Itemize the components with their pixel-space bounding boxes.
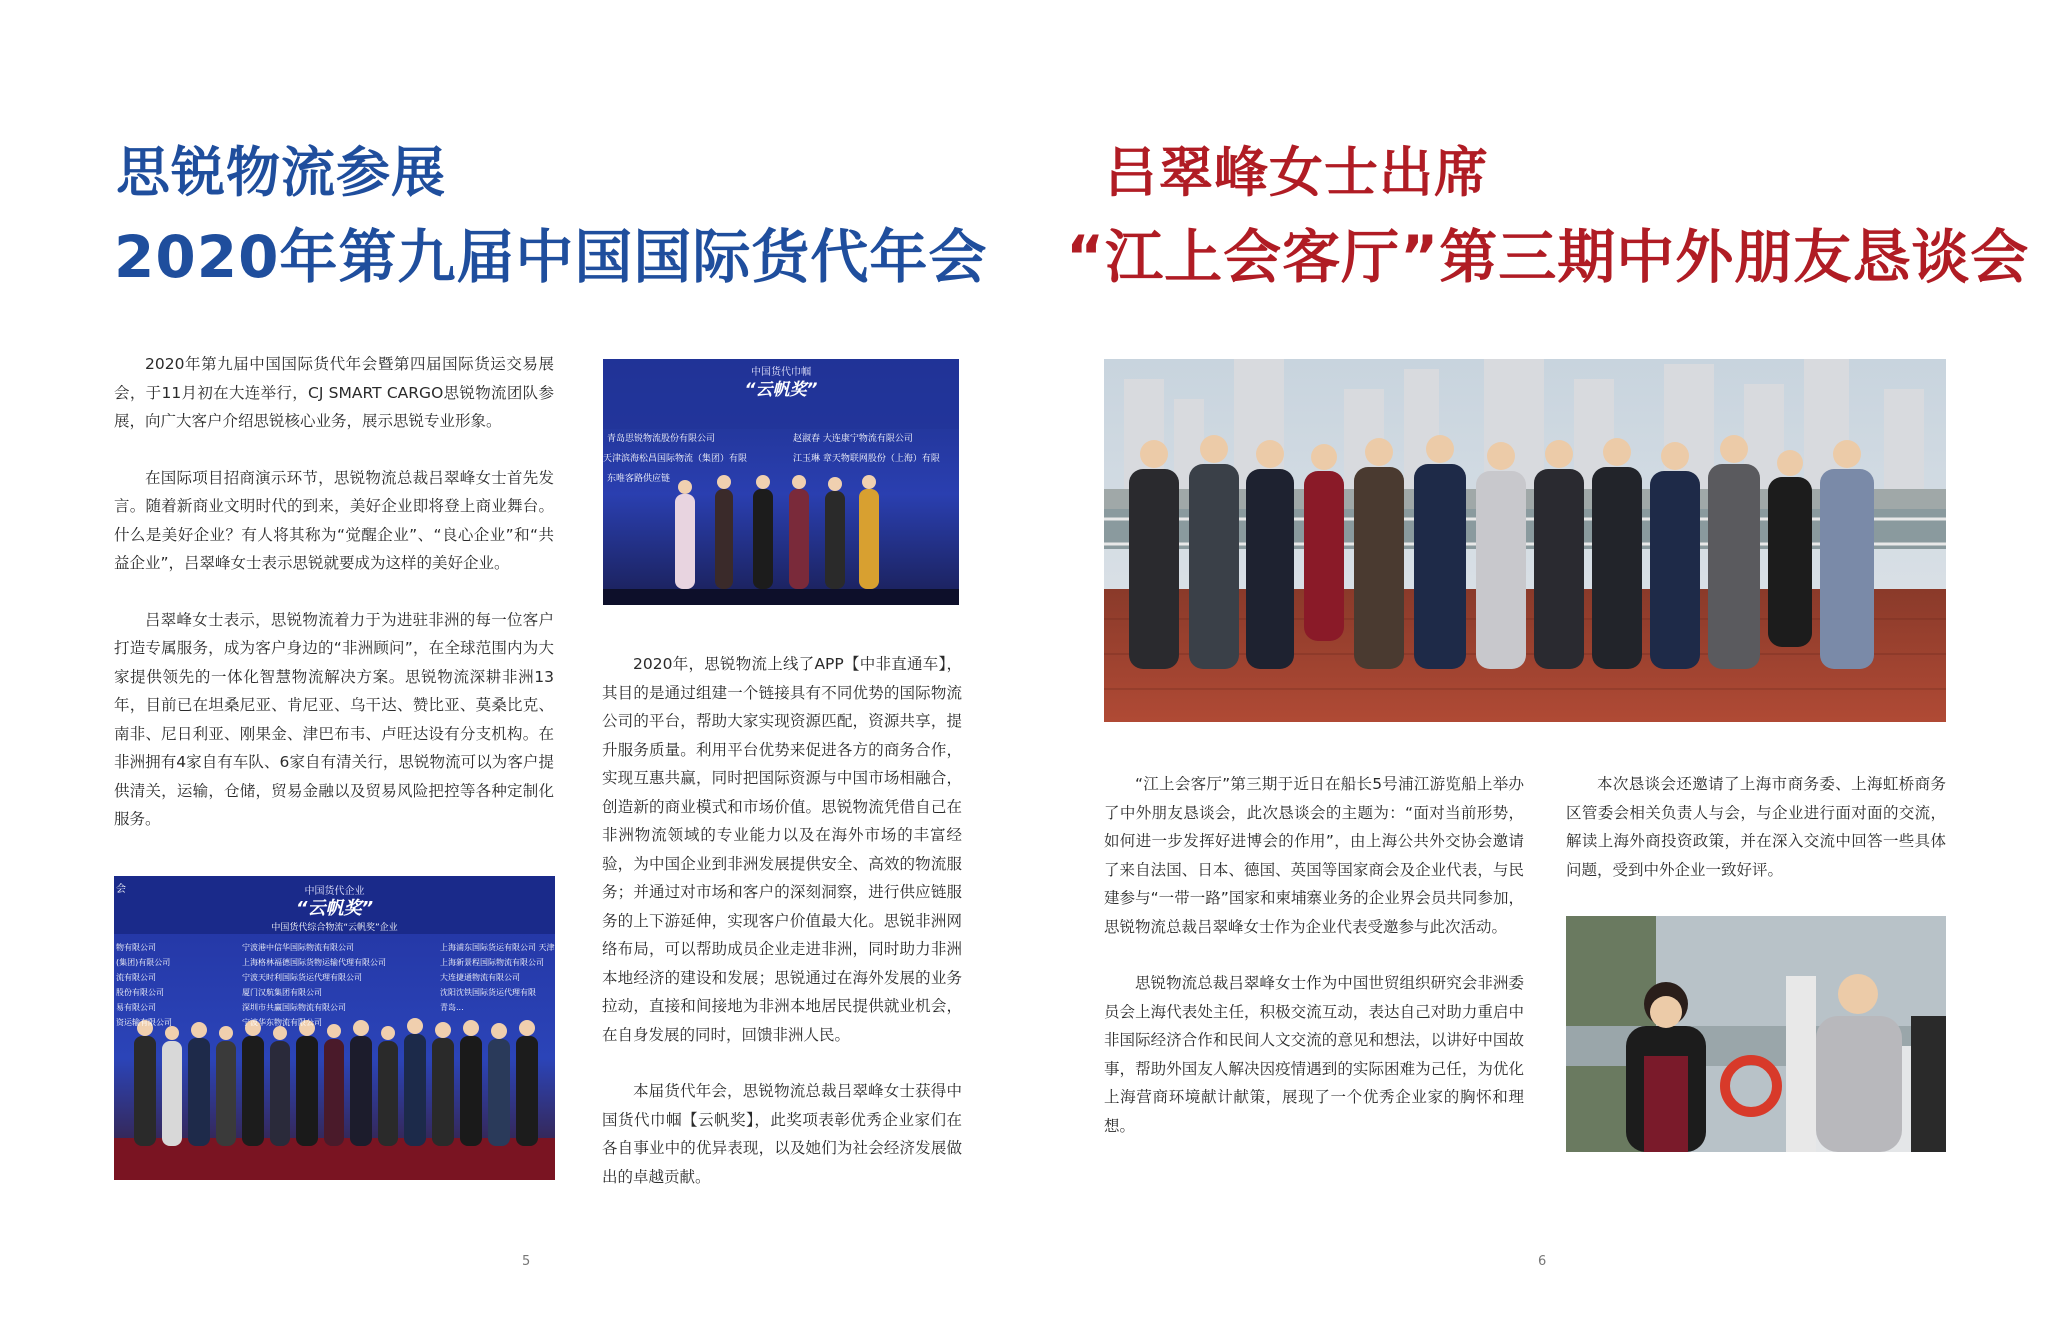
- right-title-line2: “江上会客厅”第三期中外朋友恳谈会: [1066, 223, 2030, 291]
- group-photo-boat: [1104, 359, 1946, 722]
- company-row: 青岛思锐物流股份有限公司: [607, 434, 716, 444]
- paragraph: 本次恳谈会还邀请了上海市商务委、上海虹桥商务区管委会相关负责人与会，与企业进行面对面的交流，解读上海外商投资政策，并在深入交流中回答一些具体问题，受到中外企业一致好评。: [1566, 775, 1946, 879]
- company-row: 宁波华东物流有限公司: [242, 1018, 322, 1027]
- conversation-photo: [1566, 916, 1946, 1152]
- company-list-left: [116, 940, 172, 1030]
- company-row: 江玉琳 章天物联网股份（上海）有限: [793, 454, 940, 464]
- company-row: 青岛...: [440, 1003, 464, 1012]
- company-row: 宁波天时利国际货运代理有限公司: [242, 973, 362, 982]
- paragraph: 思锐物流总裁吕翠峰女士作为中国世贸组织研究会非洲委员会上海代表处主任，积极交流互动，表达自己对助力重启中非国际经济合作和民间人文交流的意见和想法，以讲好中国故事，帮助外国友人解决因疫情遇到的实际困难为己任，为优化上海营商环境献计献策，展现了一个优秀企业家的胸怀和理想。: [1104, 974, 1524, 1135]
- company-row: 东唯客路供应链: [607, 474, 671, 484]
- left-column-2: [602, 650, 962, 1191]
- award-group-photo: [114, 876, 555, 1180]
- company-row: 宁波港中信华国际物流有限公司: [242, 943, 354, 952]
- paragraph: 2020年第九届中国国际货代年会暨第四届国际货运交易展会，于11月初在大连举行，CJ SMART CARGO思锐物流团队参展，向广大客户介绍思锐核心业务，展示思锐专业形象。: [114, 355, 554, 430]
- banner-small-text: 中国货代企业: [304, 886, 365, 897]
- banner-small-text: 中国货代巾帼: [751, 367, 811, 378]
- right-column-2: [1566, 770, 1946, 884]
- paragraph: 在国际项目招商演示环节，思锐物流总裁吕翠峰女士首先发言。随着新商业文明时代的到来，美好企业即将登上商业舞台。什么是美好企业？有人将其称为“觉醒企业”、“良心企业”和“共益企业”，吕翠峰女士表示思锐就要成为这样的美好企业。: [114, 468, 554, 572]
- page-number-left: 5: [522, 1254, 531, 1269]
- right-title-line1: 吕翠峰女士出席: [1104, 141, 1489, 204]
- banner-subtitle: 中国货代综合物流“云帆奖”企业: [271, 923, 398, 933]
- company-row: (集团)有限公司: [116, 958, 171, 967]
- company-row: 资运输有限公司: [116, 1018, 172, 1027]
- company-row: 上海格林福德国际货物运输代理有限公司: [242, 958, 386, 967]
- left-title-line2: 2020年第九届中国国际货代年会: [114, 223, 988, 291]
- company-row: 易有限公司: [116, 1003, 156, 1012]
- paragraph: “江上会客厅”第三期于近日在船长5号浦江游览船上举办了中外朋友恳谈会，此次恳谈会的主题为：“面对当前形势，如何进一步发挥好进博会的作用”，由上海公共外交协会邀请了来自法国、日本、德国、英国等国家商会及企业代表，与民建参与“一带一路”国家和柬埔寨业务的企业界会员共同参加，思锐物流总裁吕翠峰女士作为企业代表受邀参与此次活动。: [1104, 775, 1524, 936]
- left-column-1: [114, 350, 554, 834]
- page-number-right: 6: [1538, 1254, 1547, 1269]
- company-row: 流有限公司: [116, 973, 156, 982]
- company-row: 深圳市共赢国际物流有限公司: [242, 1003, 346, 1012]
- company-row: 物有限公司: [116, 943, 156, 952]
- company-row: 厦门汉航集团有限公司: [242, 988, 322, 997]
- company-row: 股份有限公司: [116, 988, 164, 997]
- company-row: 上海浦东国际货运有限公司 天津: [440, 943, 555, 952]
- company-row: 大连捷通物流有限公司: [440, 973, 520, 982]
- paragraph: 2020年，思锐物流上线了APP【中非直通车】，其目的是通过组建一个链接具有不同优势的国际物流公司的平台，帮助大家实现资源匹配，资源共享，提升服务质量。利用平台优势来促进各方的商务合作，实现互惠共赢，同时把国际资源与中国市场相融合，创造新的商业模式和市场价值。思锐物流凭借自己在非洲物流领域的专业能力以及在海外市场的丰富经验，为中国企业到非洲发展提供安全、高效的物流服务；并通过对市场和客户的深刻洞察，进行供应链服务的上下游延伸，实现客户价值最大化。思锐非洲网络布局，可以帮助成员企业走进非洲，同时助力非洲本地经济的建设和发展；思锐通过在海外发展的业务拉动，直接和间接地为非洲本地居民提供就业机会，在自身发展的同时，回馈非洲人民。: [602, 655, 962, 1044]
- company-list-middle: [242, 940, 386, 1030]
- company-list-right: [440, 940, 555, 1015]
- left-title-line1: 思锐物流参展: [116, 141, 446, 204]
- company-row: 赵淑春 大连康宁物流有限公司: [793, 434, 913, 444]
- company-row: 沈阳沈铁国际货运代理有限: [440, 988, 536, 997]
- banner-big-text: “云帆奖”: [295, 898, 374, 919]
- paragraph: 吕翠峰女士表示，思锐物流着力于为进驻非洲的每一位客户打造专属服务，成为客户身边的“非洲顾问”，在全球范围内为大家提供领先的一体化智慧物流解决方案。思锐物流深耕非洲13年，目前已在坦桑尼亚、肯尼亚、乌干达、赞比亚、莫桑比克、南非、尼日利亚、刚果金、津巴布韦、卢旺达设有分支机构。在非洲拥有4家自有车队、6家自有清关行，思锐物流可以为客户提供清关，运输，仓储，贸易金融以及贸易风险把控等各种定制化服务。: [114, 610, 554, 828]
- right-column-1: [1104, 770, 1524, 1140]
- paragraph: 本届货代年会，思锐物流总裁吕翠峰女士获得中国货代巾帼【云帆奖】，此奖项表彰优秀企业家们在各自事业中的优异表现，以及她们为社会经济发展做出的卓越贡献。: [602, 1082, 962, 1186]
- edge-text: 会: [116, 884, 126, 895]
- company-row: 天津滨海松昌国际物流（集团）有限: [603, 454, 748, 464]
- award-ceremony-photo: [603, 359, 959, 605]
- company-row: 上海新景程国际物流有限公司: [440, 958, 544, 967]
- banner-big-text: “云帆奖”: [744, 380, 818, 400]
